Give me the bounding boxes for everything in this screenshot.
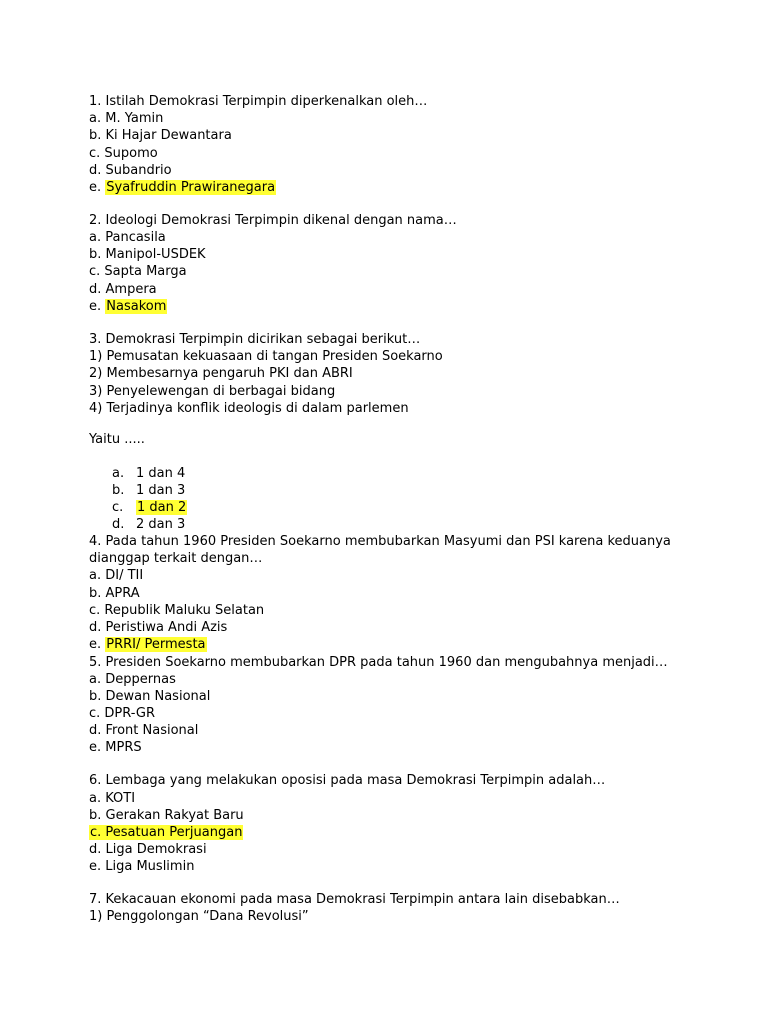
q5-option-e: e. MPRS: [89, 740, 142, 755]
q3-option-a: [112, 466, 185, 483]
q3-question: 3. Demokrasi Terpimpin dicirikan sebagai berikut…: [89, 332, 421, 347]
q4-option-a: a. DI/ TII: [89, 568, 144, 583]
q6-option-b: b. Gerakan Rakyat Baru: [89, 808, 244, 823]
q3-statement-4: 4) Terjadinya konflik ideologis di dalam parlemen: [89, 401, 409, 416]
q4-answer-highlight: PRRI/ Permesta: [106, 637, 206, 652]
q1-option-d: d. Subandrio: [89, 163, 172, 178]
q2-question: 2. Ideologi Demokrasi Terpimpin dikenal dengan nama…: [89, 213, 457, 228]
q6-option-a: a. KOTI: [89, 791, 136, 806]
q7-statement-1: 1) Penggolongan “Dana Revolusi”: [89, 909, 309, 924]
q3-option-c: [112, 500, 187, 517]
q4-question-line-1: 4. Pada tahun 1960 Presiden Soekarno membubarkan Masyumi dan PSI karena keduanya: [89, 534, 671, 549]
q7-question: 7. Kekacauan ekonomi pada masa Demokrasi Terpimpin antara lain disebabkan…: [89, 892, 620, 907]
q3-option-d-marker: d.: [112, 517, 125, 532]
q3-statement-1: 1) Pemusatan kekuasaan di tangan Presiden Soekarno: [89, 349, 443, 364]
q3-option-b-marker: b.: [112, 483, 125, 498]
q5-option-b: b. Dewan Nasional: [89, 689, 211, 704]
q1-option-e: [89, 180, 276, 197]
q6-answer-highlight: c. Pesatuan Perjuangan: [90, 825, 243, 840]
q1-question: 1. Istilah Demokrasi Terpimpin diperkenalkan oleh…: [89, 94, 428, 109]
q4-option-e-prefix: e.: [89, 637, 106, 652]
q3-option-c-marker: c.: [112, 500, 124, 515]
q3-statement-2: 2) Membesarnya pengaruh PKI dan ABRI: [89, 366, 353, 381]
q3-statement-3: 3) Penyelewengan di berbagai bidang: [89, 384, 336, 399]
q6-question: 6. Lembaga yang melakukan oposisi pada masa Demokrasi Terpimpin adalah…: [89, 773, 606, 788]
q2-option-e-prefix: e.: [89, 299, 106, 314]
q1-option-a: a. M. Yamin: [89, 111, 164, 126]
q2-option-e: [89, 299, 167, 316]
q2-option-c: c. Sapta Marga: [89, 264, 187, 279]
q3-option-a-marker: a.: [112, 466, 125, 481]
q5-option-d: d. Front Nasional: [89, 723, 199, 738]
q4-option-d: d. Peristiwa Andi Azis: [89, 620, 228, 635]
q5-option-a: a. Deppernas: [89, 672, 176, 687]
q3-option-d: [112, 517, 185, 534]
q5-option-c: c. DPR-GR: [89, 706, 156, 721]
q6-option-d: d. Liga Demokrasi: [89, 842, 207, 857]
q3-answer-highlight: 1 dan 2: [137, 500, 187, 515]
q3-option-b-text: 1 dan 3: [136, 483, 186, 498]
q1-option-c: c. Supomo: [89, 146, 158, 161]
q1-option-b: b. Ki Hajar Dewantara: [89, 128, 232, 143]
q2-option-d: d. Ampera: [89, 282, 157, 297]
q4-question-line-2: dianggap terkait dengan…: [89, 551, 263, 566]
q4-option-e: [89, 637, 207, 654]
q6-option-c: [89, 825, 243, 842]
q5-question: 5. Presiden Soekarno membubarkan DPR pada tahun 1960 dan mengubahnya menjadi…: [89, 655, 668, 670]
q4-option-c: c. Republik Maluku Selatan: [89, 603, 265, 618]
q3-yaitu: Yaitu .....: [89, 432, 145, 447]
q3-option-d-text: 2 dan 3: [136, 517, 186, 532]
q2-option-b: b. Manipol-USDEK: [89, 247, 206, 262]
q6-option-e: e. Liga Muslimin: [89, 859, 195, 874]
q3-option-a-text: 1 dan 4: [136, 466, 186, 481]
q2-option-a: a. Pancasila: [89, 230, 166, 245]
q3-option-b: [112, 483, 185, 500]
q4-option-b: b. APRA: [89, 586, 140, 601]
q2-answer-highlight: Nasakom: [106, 299, 167, 314]
q1-answer-highlight: Syafruddin Prawiranegara: [106, 180, 276, 195]
q1-option-e-prefix: e.: [89, 180, 106, 195]
